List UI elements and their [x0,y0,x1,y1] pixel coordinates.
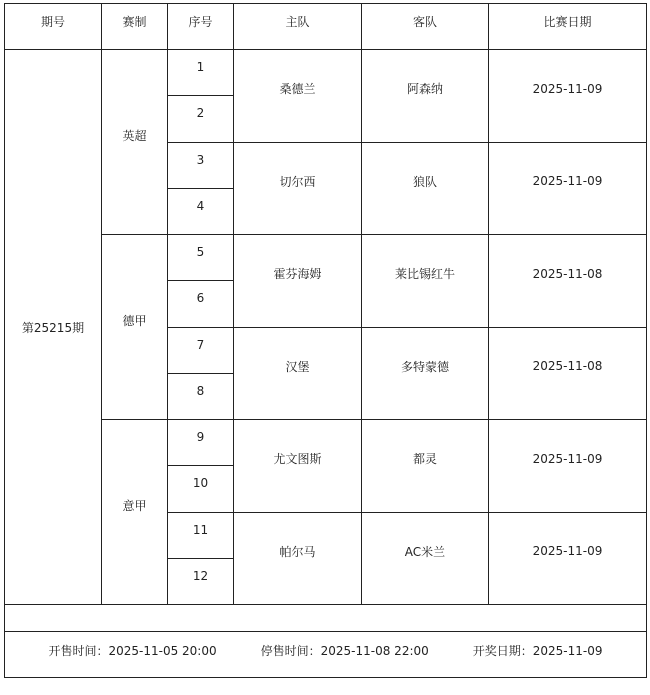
header-row [5,4,647,50]
home-team: 切尔西 [234,142,362,235]
match-date: 2025-11-08 [489,327,647,420]
home-team: 桑德兰 [234,50,362,143]
seq-cell: 9 [168,420,234,466]
home-team: 帕尔马 [234,512,362,605]
away-team: AC米兰 [362,512,489,605]
competition-cell: 意甲 [102,420,168,605]
sale-stop-time: 停售时间：2025-11-08 22:00 [260,644,429,658]
table-row [5,420,647,466]
home-team: 尤文图斯 [234,420,362,513]
away-team: 都灵 [362,420,489,513]
seq-cell: 6 [168,281,234,327]
home-team: 霍芬海姆 [234,235,362,328]
match-date: 2025-11-09 [489,512,647,605]
seq-cell: 10 [168,466,234,512]
match-date: 2025-11-08 [489,235,647,328]
table-row [5,235,647,281]
seq-cell: 11 [168,512,234,558]
match-date: 2025-11-09 [489,50,647,143]
empty-row [5,605,647,632]
header-date: 比赛日期 [489,4,647,50]
header-home: 主队 [234,4,362,50]
header-seq: 序号 [168,4,234,50]
footer-row [5,632,647,678]
seq-cell: 5 [168,235,234,281]
seq-cell: 4 [168,188,234,234]
header-competition: 赛制 [102,4,168,50]
lottery-schedule-table [4,3,647,678]
seq-cell: 3 [168,142,234,188]
away-team: 狼队 [362,142,489,235]
seq-cell: 2 [168,96,234,142]
away-team: 多特蒙德 [362,327,489,420]
away-team: 阿森纳 [362,50,489,143]
draw-date: 开奖日期：2025-11-09 [472,644,603,658]
table-row [5,50,647,96]
sale-start-time: 开售时间：2025-11-05 20:00 [48,644,217,658]
seq-cell: 7 [168,327,234,373]
footer-cell [5,632,647,678]
competition-cell: 英超 [102,50,168,235]
away-team: 莱比锡红牛 [362,235,489,328]
header-away: 客队 [362,4,489,50]
match-date: 2025-11-09 [489,420,647,513]
seq-cell: 8 [168,373,234,419]
competition-cell: 德甲 [102,235,168,420]
seq-cell: 12 [168,558,234,604]
header-period: 期号 [5,4,102,50]
match-date: 2025-11-09 [489,142,647,235]
home-team: 汉堡 [234,327,362,420]
seq-cell: 1 [168,50,234,96]
period-cell: 第25215期 [5,50,102,605]
